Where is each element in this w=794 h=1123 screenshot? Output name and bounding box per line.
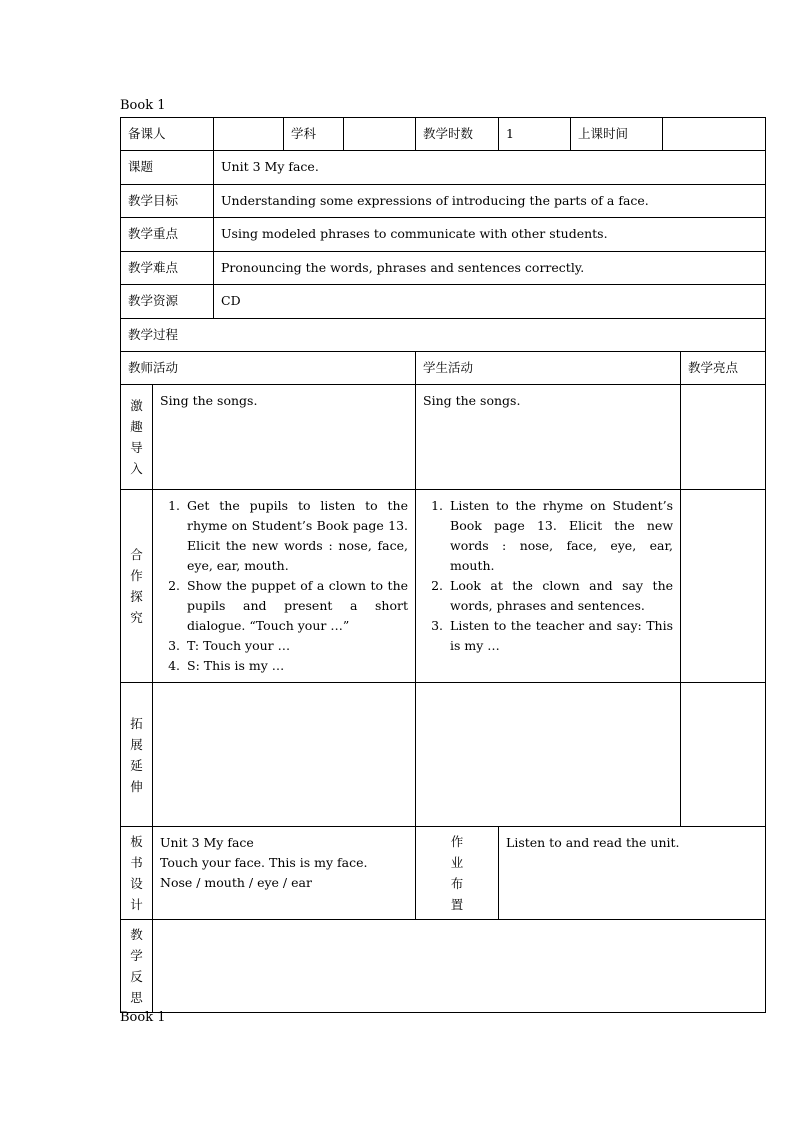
preparer-value (214, 118, 284, 151)
key-value: Using modeled phrases to communicate with other students. (214, 218, 766, 252)
column-header-row (121, 352, 766, 385)
key-row (121, 218, 766, 252)
topic-label: 课题 (121, 151, 214, 185)
process-label: 教学过程 (121, 319, 766, 352)
board-line: Unit 3 My face (160, 835, 254, 850)
reflection-content (153, 920, 766, 1013)
key-label: 教学重点 (121, 218, 214, 252)
subject-value (344, 118, 416, 151)
extension-row (121, 683, 766, 827)
list-item: 2. Show the puppet of a clown to the pupils and present a short dialogue. “Touch your …” (184, 576, 408, 636)
info-row (121, 118, 766, 151)
board-line: Touch your face. This is my face. (160, 855, 368, 870)
intro-section-label: 激 趣 导 入 (121, 385, 153, 490)
intro-teacher-activity: Sing the songs. (153, 385, 416, 490)
list-item: 4. S: This is my … (184, 656, 408, 676)
subject-label: 学科 (284, 118, 344, 151)
list-item: 1. Get the pupils to listen to the rhyme on Student’s Book page 13. Elicit the new words : nose, face, eye, ear, mouth. (184, 496, 408, 576)
preparer-label: 备课人 (121, 118, 214, 151)
student-activity-header: 学生活动 (416, 352, 681, 385)
page-footer: Book 1 (120, 1010, 166, 1025)
board-design-content (153, 827, 416, 920)
resource-row (121, 285, 766, 319)
hours-label: 教学时数 (416, 118, 499, 151)
cooperation-row (121, 490, 766, 683)
homework-section-label: 作 业 布 置 (416, 827, 499, 920)
page-header: Book 1 (120, 98, 166, 113)
cooperation-section-label: 合 作 探 究 (121, 490, 153, 683)
extension-student-activity (416, 683, 681, 827)
goal-row (121, 185, 766, 218)
goal-value: Understanding some expressions of introducing the parts of a face. (214, 185, 766, 218)
class-time-label: 上课时间 (571, 118, 663, 151)
process-row (121, 319, 766, 352)
teacher-activity-header: 教师活动 (121, 352, 416, 385)
list-item: 2. Look at the clown and say the words, phrases and sentences. (447, 576, 673, 616)
topic-value: Unit 3 My face. (214, 151, 766, 185)
intro-highlight (681, 385, 766, 490)
extension-section-label: 拓 展 延 伸 (121, 683, 153, 827)
cooperation-teacher-activity (153, 490, 416, 683)
extension-teacher-activity (153, 683, 416, 827)
intro-student-activity: Sing the songs. (416, 385, 681, 490)
difficulty-value: Pronouncing the words, phrases and sentences correctly. (214, 252, 766, 285)
topic-row (121, 151, 766, 185)
resource-label: 教学资源 (121, 285, 214, 319)
difficulty-row (121, 252, 766, 285)
board-line: Nose / mouth / eye / ear (160, 875, 312, 890)
list-item: 3. T: Touch your … (184, 636, 408, 656)
class-time-value (663, 118, 766, 151)
lesson-plan-table (120, 117, 766, 1013)
cooperation-student-activity (416, 490, 681, 683)
hours-value: 1 (499, 118, 571, 151)
cooperation-highlight (681, 490, 766, 683)
resource-value: CD (214, 285, 766, 319)
intro-row (121, 385, 766, 490)
goal-label: 教学目标 (121, 185, 214, 218)
list-item: 1. Listen to the rhyme on Student’s Book page 13. Elicit the new words : nose, face, eye, ear, mouth. (447, 496, 673, 576)
board-section-label: 板 书 设 计 (121, 827, 153, 920)
homework-content: Listen to and read the unit. (499, 827, 766, 920)
extension-highlight (681, 683, 766, 827)
highlight-header: 教学亮点 (681, 352, 766, 385)
difficulty-label: 教学难点 (121, 252, 214, 285)
reflection-section-label: 教 学 反 思 (121, 920, 153, 1013)
reflection-row (121, 920, 766, 1013)
board-row (121, 827, 766, 920)
list-item: 3. Listen to the teacher and say: This is my … (447, 616, 673, 656)
